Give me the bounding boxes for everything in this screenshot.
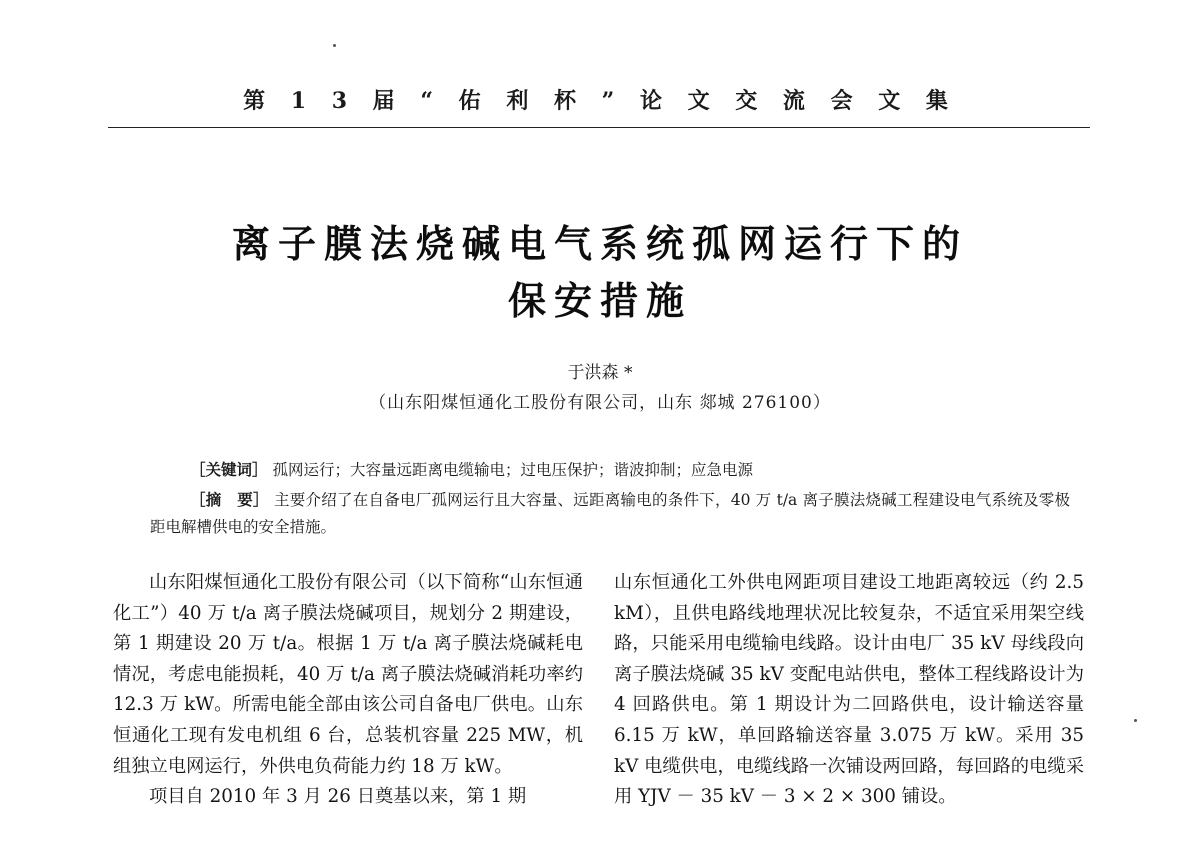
body-left-column: [113, 568, 583, 813]
abstract-label: ［摘 要］: [190, 490, 269, 509]
abstract: [150, 486, 1070, 541]
body-paragraph: 山东阳煤恒通化工股份有限公司（以下简称“山东恒通化工”）40 万 t/a 离子膜法烧碱项目，规划分 2 期建设，第 1 期建设 20 万 t/a。根据 1 万 t/a 离子膜法烧碱耗电情况，考虑电能损耗，40 万 t/a 离子膜法烧碱消耗功率约 12.3 万 kW。所需电能全部由该公司自备电厂供电。山东恒通化工现有发电机组 6 台，总装机容量 225 MW，机组独立电网运行，外供电负荷能力约 18 万 kW。: [113, 572, 583, 777]
body-right-column: [614, 568, 1084, 813]
body-paragraph: 山东恒通化工外供电网距项目建设工地距离较远（约 2.5 kM），且供电路线地理状况比较复杂，不适宜采用架空线路，只能采用电缆输电线路。设计由电厂 35 kV 母线段向离子膜法烧碱 35 kV 变配电站供电，整体工程线路设计为 4 回路供电。第 1 期设计为二回路供电，设计输送容量 6.15 万 kW，单回路输送容量 3.075 万 kW。采用 35 kV 电缆供电，电缆线路一次铺设两回路，每回路的电缆采用 YJV － 35 kV － 3 × 2 × 300 铺设。: [614, 572, 1084, 808]
scan-speck: [333, 44, 336, 47]
keywords-text: 孤网运行；大容量远距离电缆输电；过电压保护；谐波抑制；应急电源: [272, 461, 753, 479]
article-title-line-2: 保安措施: [507, 278, 692, 323]
author-affiliation: （山东阳煤恒通化工股份有限公司，山东 郯城 276100）: [369, 393, 831, 413]
keywords-label: ［关键词］: [190, 460, 268, 479]
scan-speck: [1134, 719, 1137, 722]
author-name: 于洪森 *: [567, 363, 633, 383]
keywords: [190, 458, 1070, 480]
header-rule: [108, 127, 1090, 128]
article-title-line-1: 离子膜法烧碱电气系统孤网运行下的: [231, 221, 968, 266]
abstract-text: 主要介绍了在自备电厂孤网运行且大容量、远距离输电的条件下，40 万 t/a 离子膜法烧碱工程建设电气系统及零极距电解槽供电的安全措施。: [150, 491, 1070, 536]
running-head: 第 1 3 届 “ 佑 利 杯 ” 论 文 交 流 会 文 集: [243, 88, 957, 114]
body-paragraph: 项目自 2010 年 3 月 26 日奠基以来，第 1 期: [149, 786, 527, 808]
